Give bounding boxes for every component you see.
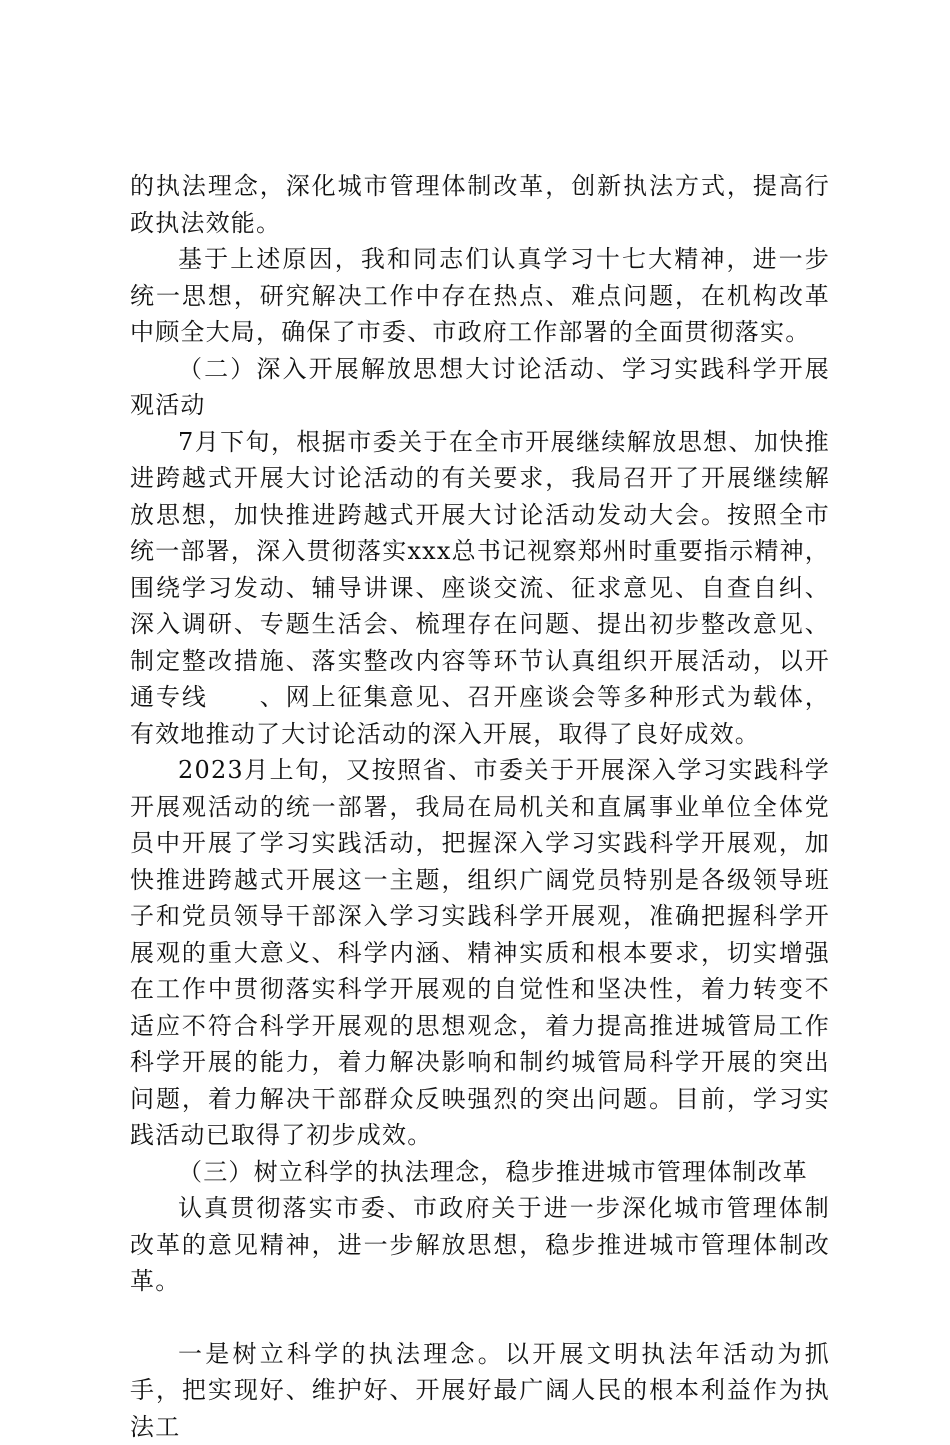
section-heading-two: （二）深入开展解放思想大讨论活动、学习实践科学开展观活动	[130, 351, 830, 424]
paragraph-law-enforcement-concept: 一是树立科学的执法理念。以开展文明执法年活动为抓手，把实现好、维护好、开展好最广阔人民的根本利益作为执法工	[130, 1336, 830, 1445]
paragraph-study-spirit: 基于上述原因，我和同志们认真学习十七大精神，进一步统一思想，研究解决工作中存在热点、难点问题，在机构改革中顾全大局，确保了市委、市政府工作部署的全面贯彻落实。	[130, 241, 830, 351]
paragraph-2023-activity: 2023月上旬，又按照省、市委关于开展深入学习实践科学开展观活动的统一部署，我局在局机关和直属事业单位全体党员中开展了学习实践活动，把握深入学习实践科学开展观，加快推进跨越式开展这一主题，组织广阔党员特别是各级领导班子和党员领导干部深入学习实践科学开展观，准确把握科学开展观的重大意义、科学内涵、精神实质和根本要求，切实增强在工作中贯彻落实科学开展观的自觉性和坚决性，着力转变不适应不符合科学开展观的思想观念，着力提高推进城管局工作科学开展的能力，着力解决影响和制约城管局科学开展的突出问题，着力解决干部群众反映强烈的突出问题。目前，学习实践活动已取得了初步成效。	[130, 752, 830, 1154]
paragraph-continued: 的执法理念，深化城市管理体制改革，创新执法方式，提高行政执法效能。	[130, 168, 830, 241]
paragraph-reform-opinion: 认真贯彻落实市委、市政府关于进一步深化城市管理体制改革的意见精神，进一步解放思想，稳步推进城市管理体制改革。	[130, 1190, 830, 1300]
paragraph-gap	[130, 1300, 830, 1336]
paragraph-july-activity: 7月下旬，根据市委关于在全市开展继续解放思想、加快推进跨越式开展大讨论活动的有关要求，我局召开了开展继续解放思想，加快推进跨越式开展大讨论活动发动大会。按照全市统一部署，深入贯彻落实xxx总书记视察郑州时重要指示精神，围绕学习发动、辅导讲课、座谈交流、征求意见、自查自纠、深入调研、专题生活会、梳理存在问题、提出初步整改意见、制定整改措施、落实整改内容等环节认真组织开展活动，以开通专线 、网上征集意见、召开座谈会等多种形式为载体，有效地推动了大讨论活动的深入开展，取得了良好成效。	[130, 424, 830, 753]
section-heading-three: （三）树立科学的执法理念，稳步推进城市管理体制改革	[130, 1154, 830, 1191]
document-body	[130, 168, 830, 1445]
